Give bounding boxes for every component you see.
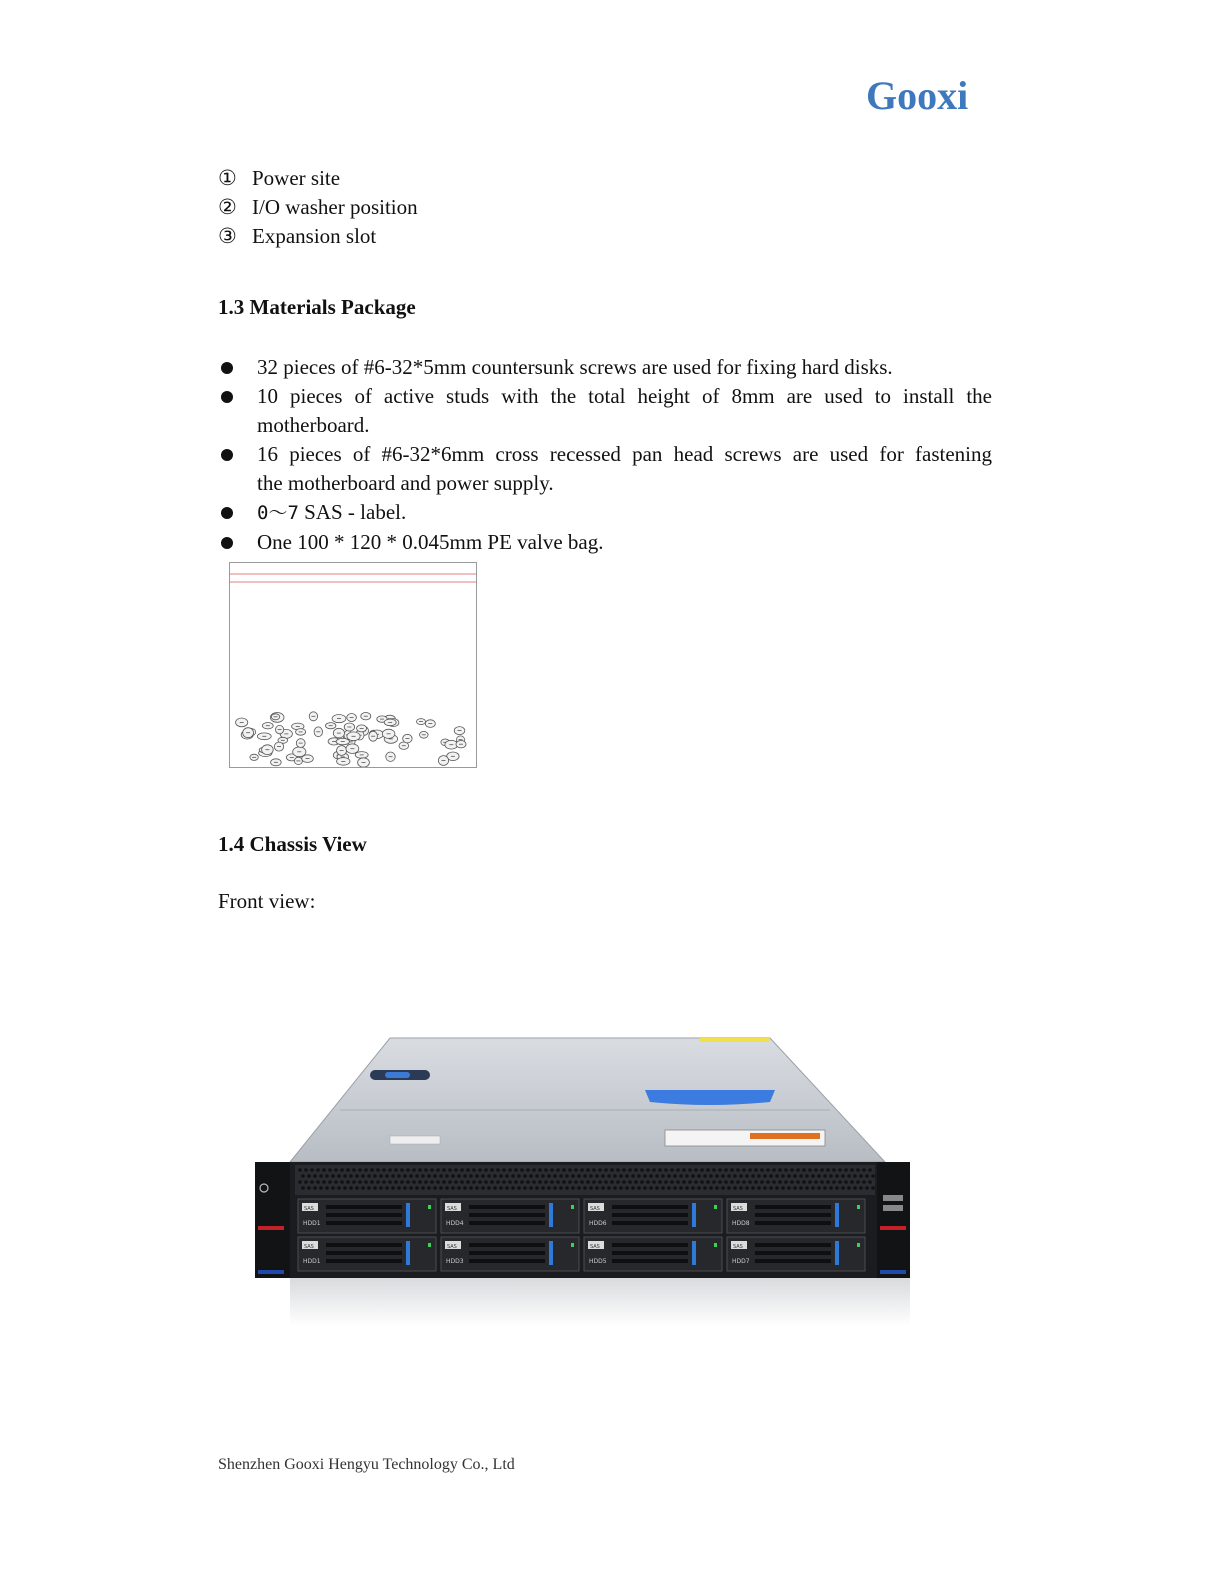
bay-tag: SAS bbox=[733, 1206, 743, 1212]
list-item bbox=[218, 193, 418, 222]
bay-label: HDD3 bbox=[446, 1258, 464, 1265]
list-item-text: 10 pieces of active studs with the total height of 8mm are used to install the bbox=[257, 384, 992, 408]
materials-list bbox=[218, 353, 992, 557]
bay-label: HDD6 bbox=[589, 1220, 607, 1227]
bay-tag: SAS bbox=[304, 1244, 314, 1250]
bay-tag: SAS bbox=[590, 1244, 600, 1250]
list-item-text: SAS - label. bbox=[298, 500, 407, 524]
screw-bag-image bbox=[229, 562, 477, 768]
bullet-icon bbox=[218, 498, 257, 528]
bay-label: HDD7 bbox=[732, 1258, 750, 1265]
bullet-icon bbox=[218, 382, 257, 440]
bay-tag: SAS bbox=[733, 1244, 743, 1250]
list-item bbox=[218, 164, 418, 193]
list-item-text: 32 pieces of #6-32*5mm countersunk screws are used for fixing hard disks. bbox=[257, 355, 893, 379]
section-heading-materials: 1.3 Materials Package bbox=[218, 295, 416, 319]
bay-label: HDD5 bbox=[589, 1258, 607, 1265]
list-item-text-cont: the motherboard and power supply. bbox=[257, 471, 554, 495]
footer-company: Shenzhen Gooxi Hengyu Technology Co., Ltd bbox=[218, 1456, 515, 1473]
list-item-text: Power site bbox=[252, 166, 341, 190]
list-item-text-cont: motherboard. bbox=[257, 413, 370, 437]
bay-label: HDD8 bbox=[732, 1220, 750, 1227]
list-marker: ③ bbox=[218, 224, 237, 248]
list-item bbox=[218, 353, 992, 382]
bay-tag: SAS bbox=[304, 1206, 314, 1212]
list-item bbox=[218, 382, 992, 440]
bullet-icon bbox=[218, 353, 257, 382]
bay-label: HDD1 bbox=[303, 1258, 321, 1265]
bay-tag: SAS bbox=[447, 1206, 457, 1212]
list-marker: ② bbox=[218, 195, 237, 219]
bullet-icon bbox=[218, 528, 257, 557]
screw-bag-illustration bbox=[230, 563, 476, 767]
list-item bbox=[218, 222, 418, 251]
list-item bbox=[218, 440, 992, 498]
list-item bbox=[218, 528, 992, 557]
list-item-text: 16 pieces of #6-32*6mm cross recessed pan head screws are used for fastening bbox=[257, 442, 992, 466]
company-logo: Gooxi bbox=[866, 73, 969, 118]
list-item-text: I/O washer position bbox=[252, 195, 418, 219]
list-item bbox=[218, 498, 992, 528]
server-front-image bbox=[250, 1030, 920, 1340]
bay-tag: SAS bbox=[447, 1244, 457, 1250]
list-item-text: Expansion slot bbox=[252, 224, 377, 248]
bay-tag: SAS bbox=[590, 1206, 600, 1212]
bay-label: HDD4 bbox=[446, 1220, 464, 1227]
bay-label: HDD1 bbox=[303, 1220, 321, 1227]
front-view-label: Front view: bbox=[218, 889, 316, 913]
server-chassis-illustration bbox=[250, 1030, 920, 1340]
label-range: 0～7 bbox=[257, 502, 299, 524]
list-marker: ① bbox=[218, 166, 237, 190]
bullet-icon bbox=[218, 440, 257, 498]
numbered-list bbox=[218, 164, 418, 251]
section-heading-chassis: 1.4 Chassis View bbox=[218, 832, 367, 856]
list-item-text: One 100 * 120 * 0.045mm PE valve bag. bbox=[257, 530, 604, 554]
